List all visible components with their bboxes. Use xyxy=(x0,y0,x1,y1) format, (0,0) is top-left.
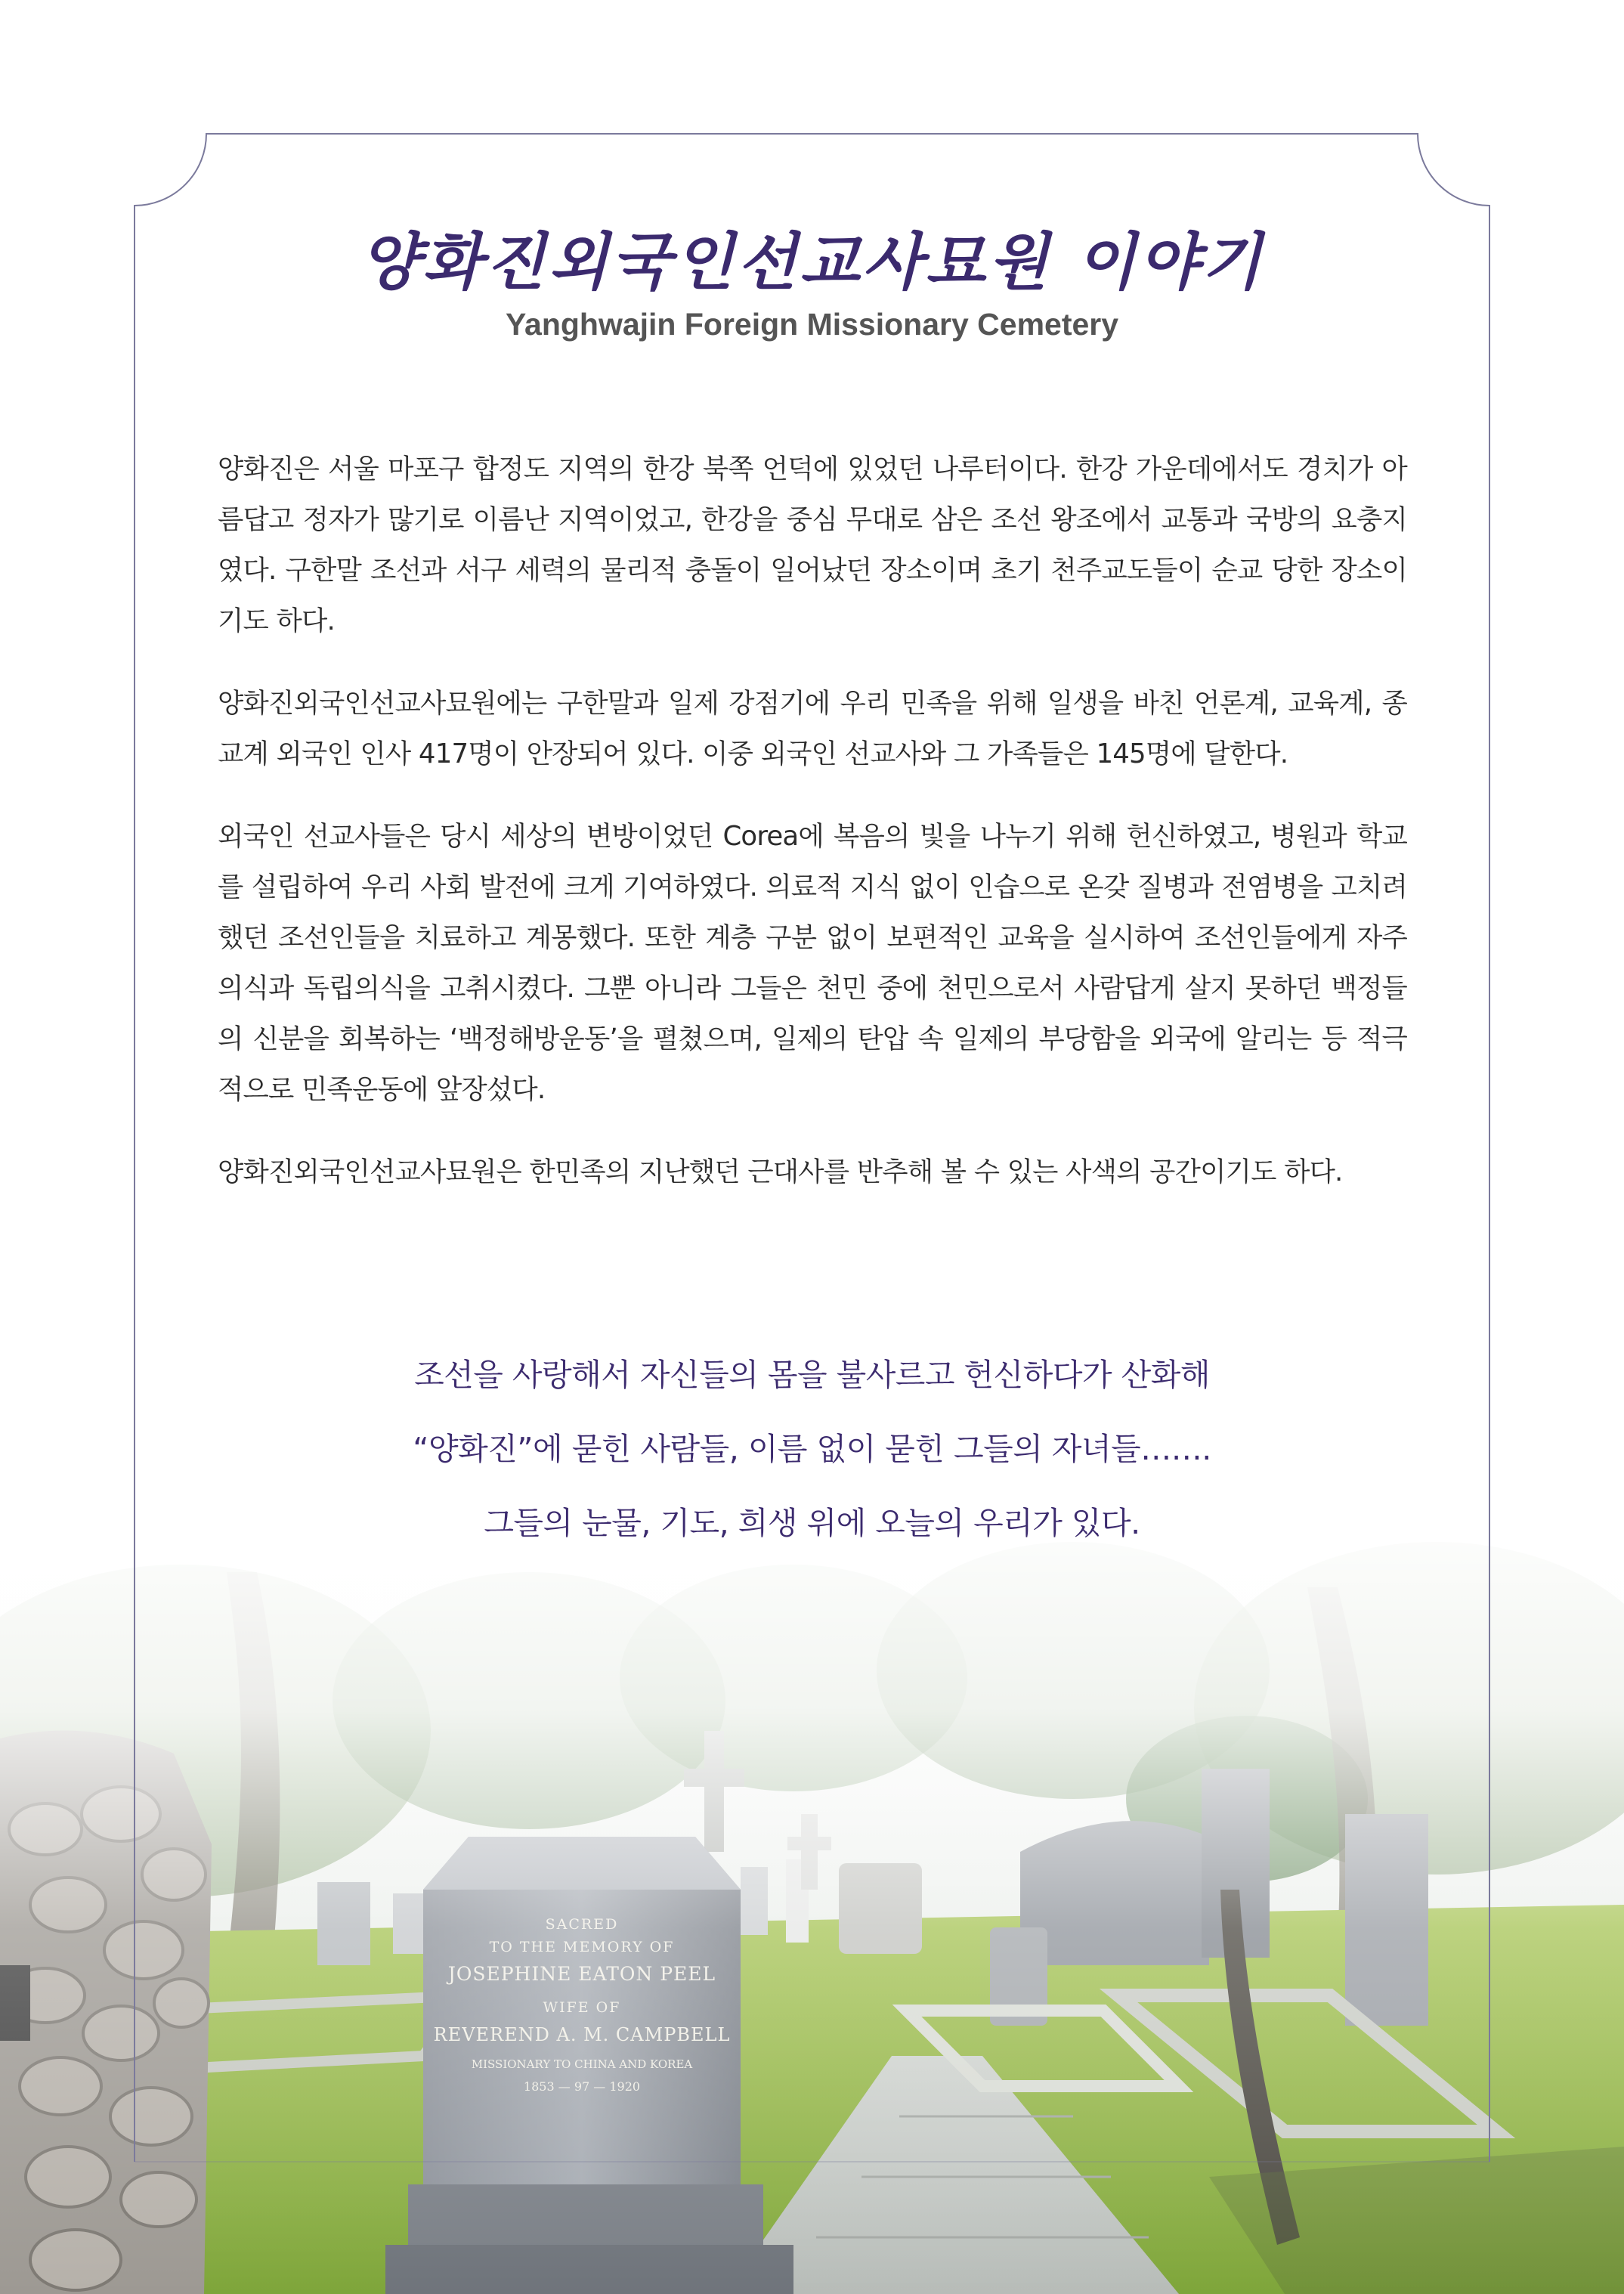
paragraph-missionaries: 외국인 선교사들은 당시 세상의 변방이었던 Corea에 복음의 빛을 나누기 위해 헌신하였고, 병원과 학교를 설립하여 우리 사회 발전에 크게 기여하였다. 의료적 지식 없이 인습으로 온갖 질병과 전염병을 고치려했던 조선인들을 치료하고 계몽했다. 또한 계층 구분 없이 보편적인 교육을 실시하여 조선인들에게 자주의식과 독립의식을 고취시켰다. 그뿐 아니라 그들은 천민 중에 천민으로서 사람답게 살지 못하던 백정들의 신분을 회복하는 ‘백정해방운동’을 펼쳤으며, 일제의 탄압 속 일제의 부당함을 외국에 알리는 등 적극적으로 민족운동에 앞장섰다. xyxy=(218,821,1407,1105)
cemetery-photo xyxy=(0,1481,1624,2294)
quote-line: 조선을 사랑해서 자신들의 몸을 불사르고 헌신하다가 산화해 xyxy=(414,1357,1210,1393)
page-title: 양화진외국인선교사묘원 이야기 xyxy=(359,226,1265,299)
quote-line: “양화진”에 묻힌 사람들, 이름 없이 묻힌 그들의 자녀들……. xyxy=(413,1431,1211,1467)
body-text xyxy=(218,444,1407,1197)
paragraph-burials: 양화진외국인선교사묘원에는 구한말과 일제 강점기에 우리 민족을 위해 일생을 바친 언론계, 교육계, 종교계 외국인 인사 417명이 안장되어 있다. 이중 외국인 선교사와 그 가족들은 145명에 달한다. xyxy=(218,688,1407,769)
page-subtitle: Yanghwajin Foreign Missionary Cemetery xyxy=(505,307,1119,342)
paragraph-reflection: 양화진외국인선교사묘원은 한민족의 지난했던 근대사를 반추해 볼 수 있는 사색의 공간이기도 하다. xyxy=(218,1156,1343,1187)
paragraph-history: 양화진은 서울 마포구 합정도 지역의 한강 북쪽 언덕에 있었던 나루터이다. 한강 가운데에서도 경치가 아름답고 정자가 많기로 이름난 지역이었고, 한강을 중심 무대로 삼은 조선 왕조에서 교통과 국방의 요충지였다. 구한말 조선과 서구 세력의 물리적 충돌이 일어났던 장소이며 초기 천주교도들이 순교 당한 장소이기도 하다. xyxy=(218,454,1407,636)
quote-line: 그들의 눈물, 기도, 희생 위에 오늘의 우리가 있다. xyxy=(484,1505,1140,1541)
closing-quote xyxy=(0,1338,1624,1560)
